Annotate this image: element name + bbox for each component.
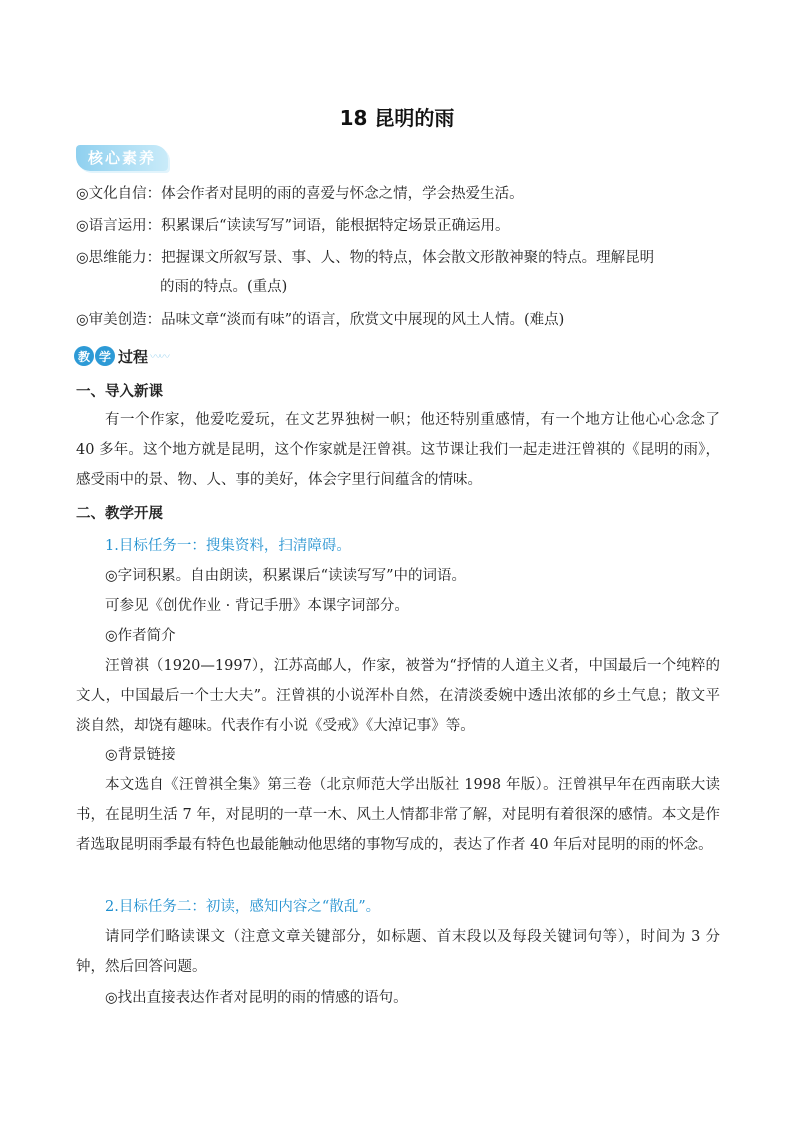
vocab-reference: 可参见《创优作业 · 背记手册》本课字词部分。 <box>105 598 409 614</box>
section-intro-heading: 一、导入新课 <box>76 384 163 400</box>
lesson-title: 18 昆明的雨 <box>339 106 455 130</box>
question-prompt: ◎找出直接表达作者对昆明的雨的情感的语句。 <box>105 990 408 1006</box>
section-teaching-heading: 二、教学开展 <box>76 506 163 522</box>
process-rest: 过程 <box>118 347 149 366</box>
core-item-thinking: ◎思维能力：把握课文所叙写景、事、人、物的特点，体会散文形散神聚的特点。理解昆明 <box>76 250 655 266</box>
core-item-aesthetic: ◎审美创造：品味文章“淡而有味”的语言，欣赏文中展现的风土人情。(难点) <box>76 312 565 328</box>
author-intro-paragraph: 汪曾祺（1920—1997），江苏高邮人，作家，被誉为“抒情的人道主义者，中国最后一个纯粹的文人，中国最后一个士大夫”。汪曾祺的小说浑朴自然，在清淡委婉中透出浓郁的乡土气息；散文平淡自然，却饶有趣味。代表作有小说《受戒》《大淖记事》等。 <box>76 658 720 734</box>
process-char-1: 教 <box>74 346 94 366</box>
task-one: 1.目标任务一：搜集资料，扫清障碍。 <box>105 538 351 554</box>
background-paragraph: 本文选自《汪曾祺全集》第三卷（北京师范大学出版社 1998 年版）。汪曾祺早年在西南联大读书，在昆明生活 7 年，对昆明的一草一木、风土人情都非常了解，对昆明有着很深的感情。本文是作者选取昆明雨季最有特色也最能触动他思绪的事物写成的，表达了作者 40 年后对昆明的雨的怀念。 <box>76 777 720 853</box>
background-heading: ◎背景链接 <box>105 747 176 763</box>
wave-decoration-icon: 〰〰 <box>150 350 169 363</box>
core-literacy-badge: 核心素养 <box>76 145 168 171</box>
section-intro-paragraph: 有一个作家，他爱吃爱玩，在文艺界独树一帜；他还特别重感情，有一个地方让他心心念念了 40 多年。这个地方就是昆明，这个作家就是汪曾祺。这节课让我们一起走进汪曾祺的《昆明的雨》，感受雨中的景、物、人、事的美好，体会字里行间蕴含的情味。 <box>76 412 720 488</box>
core-item-language: ◎语言运用：积累课后“读读写写”词语，能根据特定场景正确运用。 <box>76 218 510 234</box>
process-char-2: 学 <box>95 346 115 366</box>
author-intro-heading: ◎作者简介 <box>105 628 176 644</box>
task-two: 2.目标任务二：初读，感知内容之“散乱”。 <box>105 899 381 915</box>
teaching-process-label <box>74 343 168 369</box>
core-item-thinking-cont: 的雨的特点。(重点) <box>160 279 288 295</box>
vocab-accumulation: ◎字词积累。自由朗读，积累课后“读读写写”中的词语。 <box>105 568 466 584</box>
task-two-paragraph: 请同学们略读课文（注意文章关键部分，如标题、首末段以及每段关键词句等），时间为 3 分钟，然后回答问题。 <box>76 929 720 975</box>
core-item-culture: ◎文化自信：体会作者对昆明的雨的喜爱与怀念之情，学会热爱生活。 <box>76 186 524 202</box>
